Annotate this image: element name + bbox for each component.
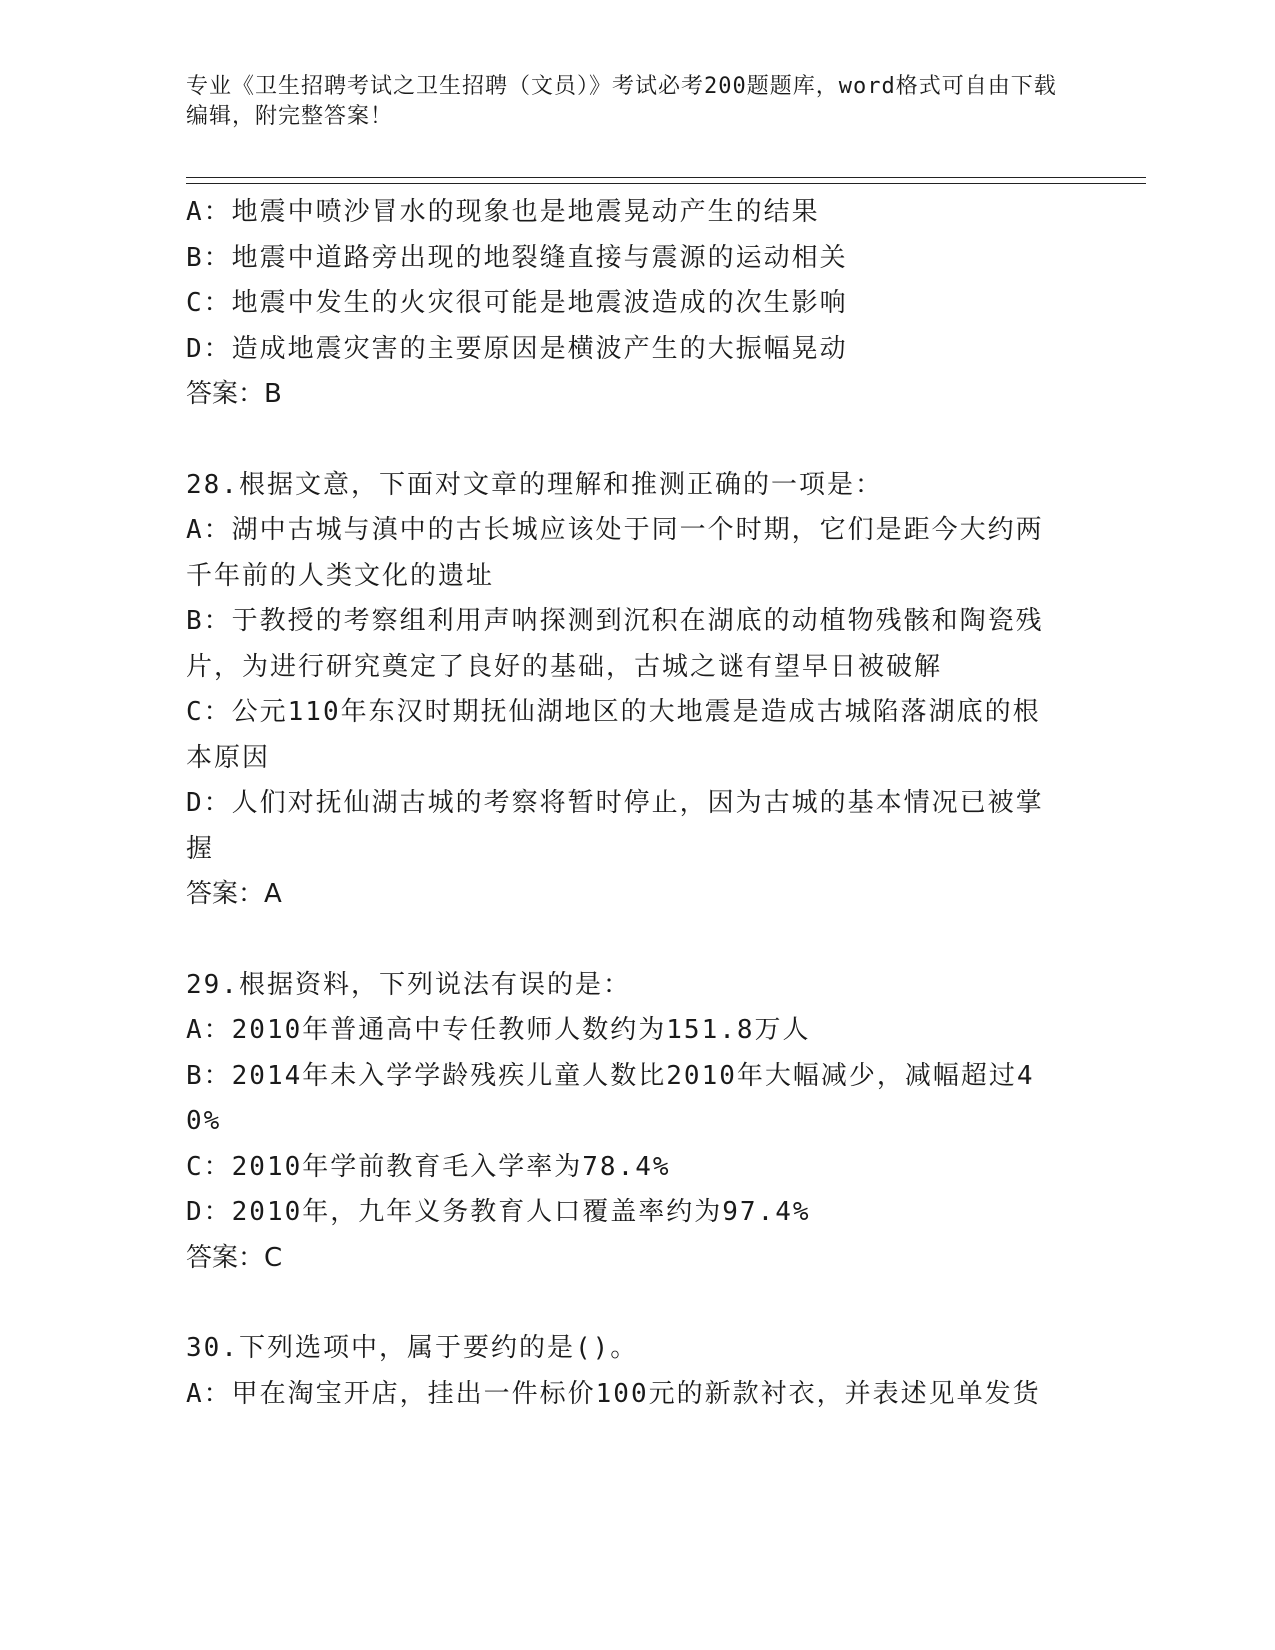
question-list bbox=[186, 190, 1066, 1417]
option-a: A：地震中喷沙冒水的现象也是地震晃动产生的结果 bbox=[186, 197, 820, 227]
header-divider-line bbox=[186, 183, 1146, 184]
document-header: 专业《卫生招聘考试之卫生招聘（文员）》考试必考200题题库，word格式可自由下载编辑，附完整答案！ bbox=[186, 74, 1057, 129]
option-a: A：湖中古城与滇中的古长城应该处于同一个时期，它们是距今大约两千年前的人类文化的遗址 bbox=[186, 515, 1044, 591]
option-c: C：公元110年东汉时期抚仙湖地区的大地震是造成古城陷落湖底的根本原因 bbox=[186, 697, 1041, 773]
question-block bbox=[186, 463, 1066, 918]
option-b: B：2014年未入学学龄残疾儿童人数比2010年大幅减少，减幅超过40% bbox=[186, 1060, 1035, 1136]
question-stem: 29.根据资料，下列说法有误的是： bbox=[186, 969, 631, 1000]
question-block bbox=[186, 190, 1066, 418]
answer-line: 答案：B bbox=[186, 379, 282, 409]
option-b: B：地震中道路旁出现的地裂缝直接与震源的运动相关 bbox=[186, 242, 848, 273]
option-b: B：于教授的考察组利用声呐探测到沉积在湖底的动植物残骸和陶瓷残片，为进行研究奠定了良好的基础，古城之谜有望早日被破解 bbox=[186, 606, 1044, 682]
option-c: C：2010年学前教育毛入学率为78.4% bbox=[186, 1151, 671, 1182]
answer-line: 答案：C bbox=[186, 1242, 283, 1273]
question-block bbox=[186, 963, 1066, 1282]
question-stem: 30.下列选项中，属于要约的是()。 bbox=[186, 1333, 639, 1363]
option-a: A：2010年普通高中专任教师人数约为151.8万人 bbox=[186, 1015, 811, 1045]
header-divider-line bbox=[186, 177, 1146, 178]
option-d: D：2010年，九年义务教育人口覆盖率约为97.4% bbox=[186, 1197, 811, 1227]
question-block bbox=[186, 1326, 1066, 1417]
answer-line: 答案：A bbox=[186, 879, 282, 909]
option-d: D：造成地震灾害的主要原因是横波产生的大振幅晃动 bbox=[186, 333, 848, 364]
option-a: A：甲在淘宝开店，挂出一件标价100元的新款衬衣，并表述见单发货 bbox=[186, 1378, 1041, 1409]
option-c: C：地震中发生的火灾很可能是地震波造成的次生影响 bbox=[186, 288, 848, 318]
option-d: D：人们对抚仙湖古城的考察将暂时停止，因为古城的基本情况已被掌握 bbox=[186, 788, 1044, 864]
question-stem: 28.根据文意，下面对文章的理解和推测正确的一项是： bbox=[186, 469, 883, 500]
